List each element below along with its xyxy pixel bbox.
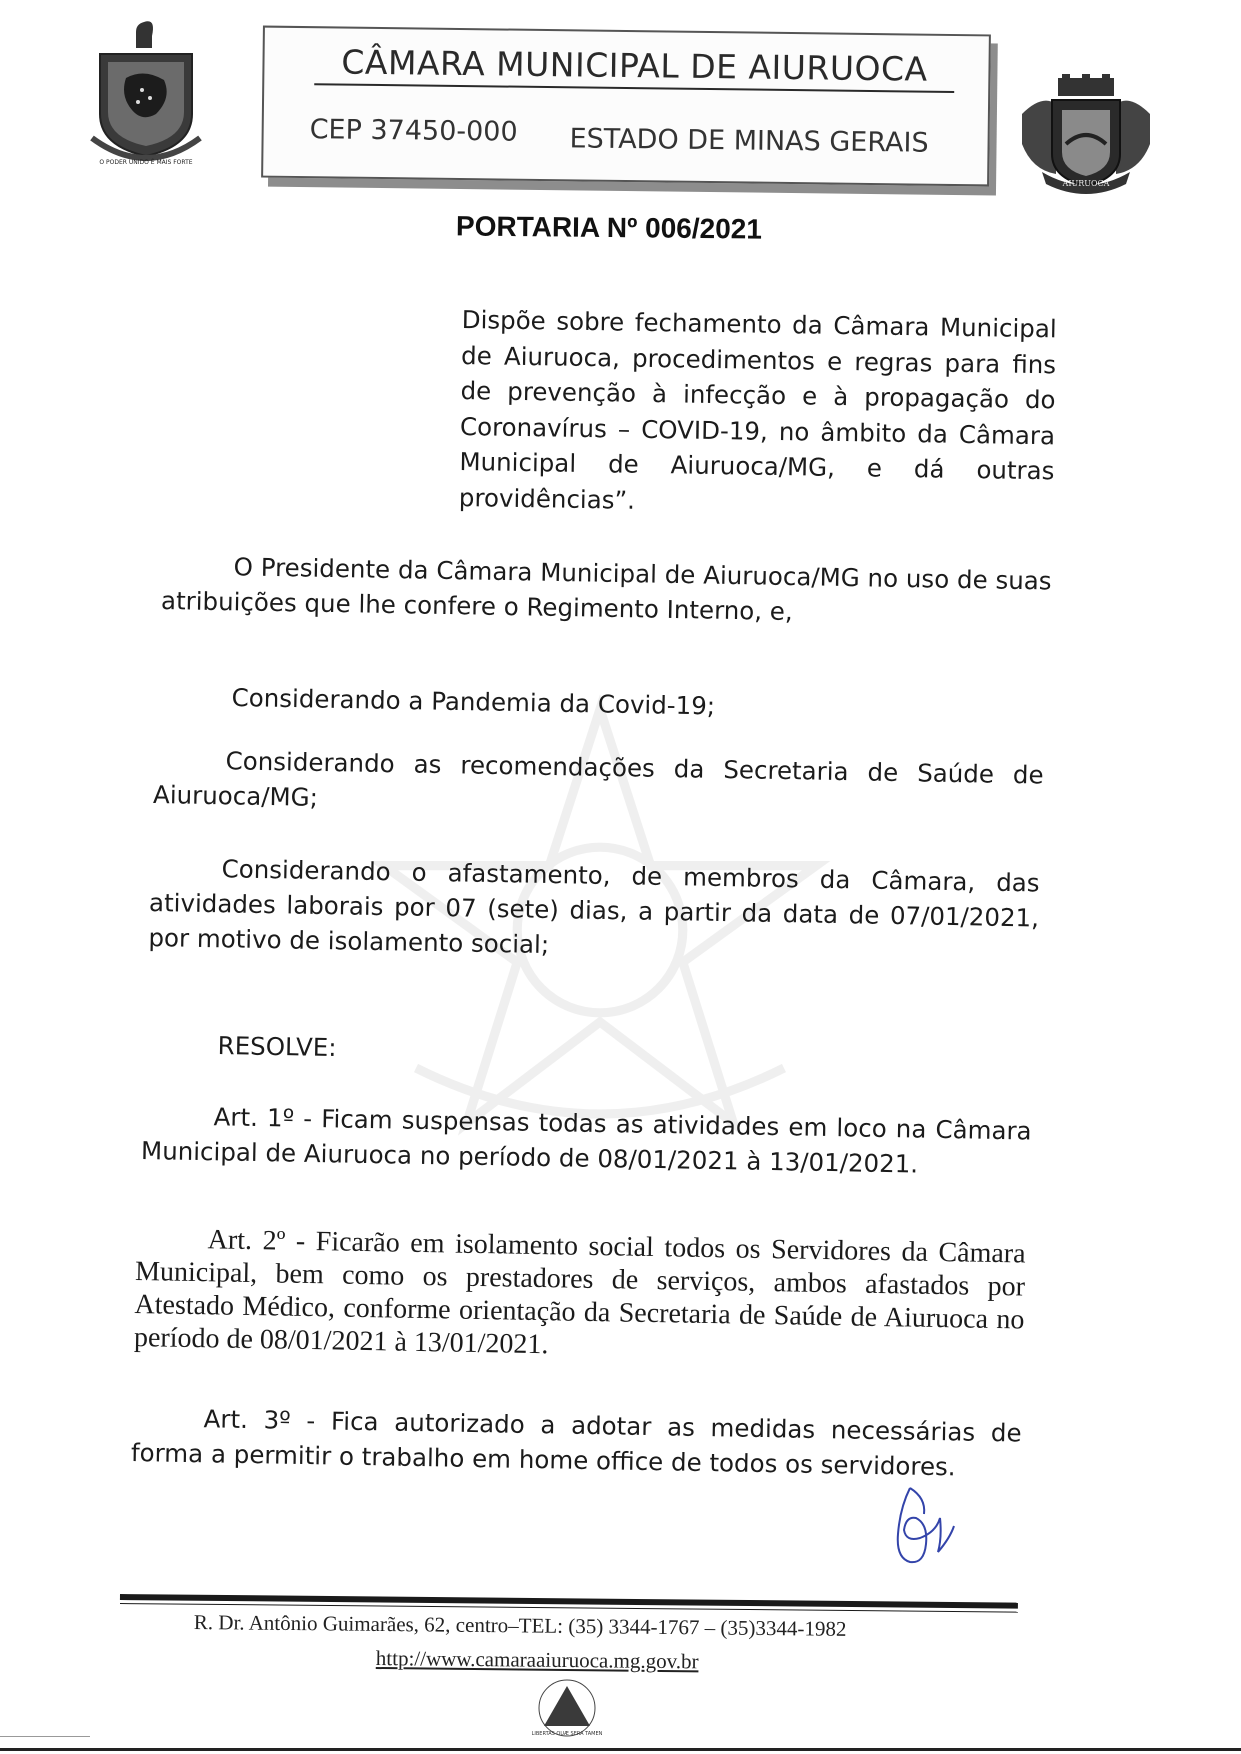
- ementa-paragraph: Dispõe sobre fechamento da Câmara Municipal de Aiuruoca, procedimentos e regras para fins de prevenção à infecção e à propagação do Coronavírus – COVID-19, no âmbito da Câmara Municipal de Aiuruoca/MG, e dá outras providências”.: [458, 304, 1057, 515]
- left-logo-motto: O PODER UNIDO É MAIS FORTE: [99, 159, 193, 166]
- scan-artifact-line: [0, 1736, 90, 1737]
- whereas-paragraph-2: Considerando as recomendações da Secretaria de Saúde de Aiuruoca/MG;: [152, 746, 1044, 812]
- preamble-paragraph: O Presidente da Câmara Municipal de Aiuruoca/MG no uso de suas atribuições que lhe confere o Regimento Interno, e,: [160, 552, 1052, 627]
- left-coat-of-arms-icon: [86, 18, 206, 168]
- article-2: Art. 2º - Ficarão em isolamento social todos os Servidores da Câmara Municipal, bem como os prestadores de serviços, ambos afastados por Atestado Médico, conforme orientação da Secretaria de Saúde de Aiuruoca no período de 08/01/2021 à 13/01/2021.: [133, 1224, 1026, 1361]
- resolve-heading: RESOLVE:: [217, 1030, 337, 1063]
- right-logo-label: AIURUOCA: [1062, 179, 1110, 188]
- whereas-paragraph-3: Considerando o afastamento, de membros da Câmara, das atividades laborais por 07 (sete) dias, a partir da data de 07/01/2021, por motivo de isolamento social;: [148, 854, 1040, 959]
- footer-website-link[interactable]: http://www.camaraaiuruoca.mg.gov.br: [375, 1646, 699, 1674]
- bottom-edge-line: [0, 1748, 1241, 1751]
- whereas-paragraph-1: Considerando a Pandemia da Covid-19;: [231, 682, 716, 721]
- header-state: ESTADO DE MINAS GERAIS: [569, 123, 929, 159]
- article-1: Art. 1º - Ficam suspensas todas as atividades em loco na Câmara Municipal de Aiuruoca no período de 08/01/2021 à 13/01/2021.: [140, 1102, 1032, 1179]
- document-title: PORTARIA Nº 006/2021: [455, 210, 763, 245]
- signature-icon: [880, 1478, 960, 1568]
- emblem-motto: LIBERTAS QUÆ SERA TAMEN: [531, 1731, 603, 1737]
- right-coat-of-arms-icon: [1012, 74, 1160, 202]
- header-banner: [261, 26, 991, 187]
- article-3: Art. 3º - Fica autorizado a adotar as medidas necessárias de forma a permitir o trabalho em home office de todos os servidores.: [130, 1404, 1022, 1482]
- minas-gerais-triangle-emblem-icon: [531, 1678, 603, 1738]
- header-title: CÂMARA MUNICIPAL DE AIURUOCA: [314, 42, 954, 93]
- footer-address: R. Dr. Antônio Guimarães, 62, centro–TEL: (35) 3344-1767 – (35)3344-1982: [193, 1610, 847, 1641]
- header-cep: CEP 37450-000: [309, 114, 518, 148]
